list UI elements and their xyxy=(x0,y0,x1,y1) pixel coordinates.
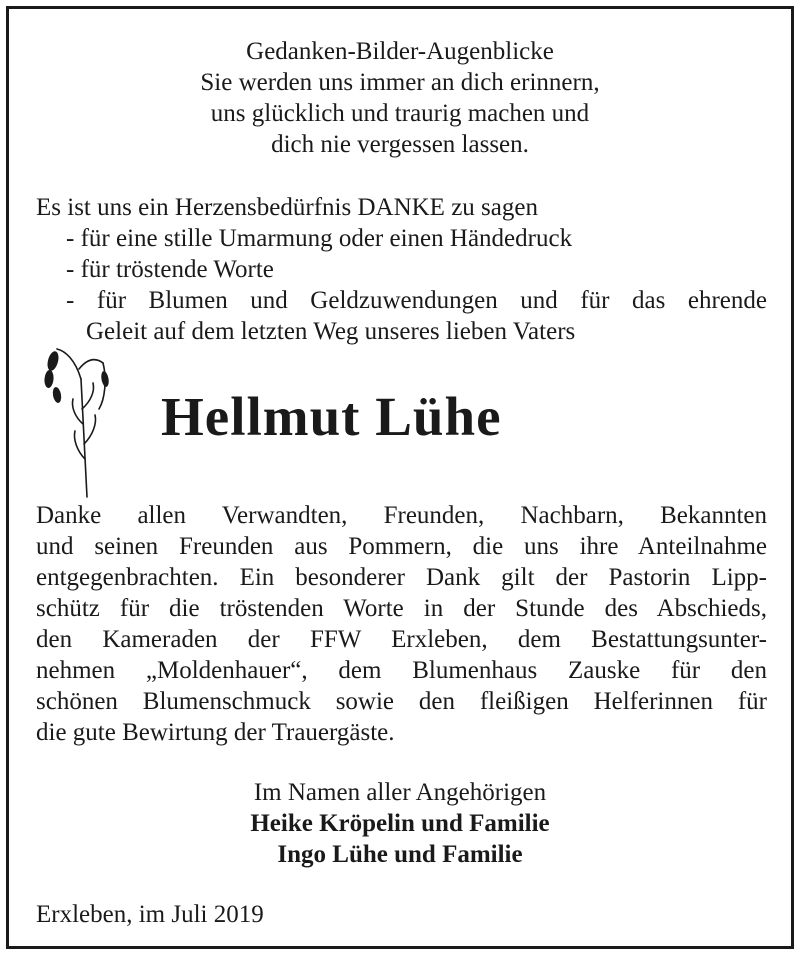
place-date: Erxleben, im Juli 2019 xyxy=(36,901,264,928)
body-line: schönen Blumenschmuck sowie den fleißigen Helferinnen für xyxy=(36,688,767,715)
thanks-item-continuation: Geleit auf dem letzten Weg unseres lieben Vaters xyxy=(86,318,576,345)
wheat-ear-icon xyxy=(35,339,115,499)
body-line: und seinen Freunden aus Pommern, die uns ihre Anteilnahme xyxy=(36,533,767,560)
signoff-intro: Im Namen aller Angehörigen xyxy=(253,779,547,806)
deceased-name: Hellmut Lühe xyxy=(161,386,502,447)
poem-line: dich nie vergessen lassen. xyxy=(271,131,529,158)
family-name: Heike Kröpelin und Familie xyxy=(250,810,550,837)
body-line: die gute Bewirtung der Trauergäste. xyxy=(36,719,395,746)
body-line: den Kameraden der FFW Erxleben, dem Bestattungsunter- xyxy=(36,626,767,653)
thanks-item: - für eine stille Umarmung oder einen Händedruck xyxy=(66,225,573,252)
family-name: Ingo Lühe und Familie xyxy=(277,841,523,868)
poem-line: Sie werden uns immer an dich erinnern, xyxy=(200,69,600,96)
poem xyxy=(9,36,791,160)
body-line: nehmen „Moldenhauer“, dem Blumenhaus Zauske für den xyxy=(36,657,767,684)
thanks-section xyxy=(36,192,767,347)
poem-line: Gedanken-Bilder-Augenblicke xyxy=(246,38,554,65)
body-line: schütz für die tröstenden Worte in der Stunde des Abschieds, xyxy=(36,595,767,622)
body-line: Danke allen Verwandten, Freunden, Nachbarn, Bekannten xyxy=(36,502,767,529)
thanks-item: - für tröstende Worte xyxy=(66,256,274,283)
notice-frame xyxy=(6,6,794,949)
thanks-item: - für Blumen und Geldzuwendungen und für das ehrende xyxy=(66,287,767,314)
signoff xyxy=(9,777,791,870)
body-line: entgegenbrachten. Ein besonderer Dank gilt der Pastorin Lipp- xyxy=(36,564,767,591)
body-text xyxy=(36,500,767,748)
poem-line: uns glücklich und traurig machen und xyxy=(210,100,590,127)
thanks-intro: Es ist uns ein Herzensbedürfnis DANKE zu sagen xyxy=(36,194,538,221)
